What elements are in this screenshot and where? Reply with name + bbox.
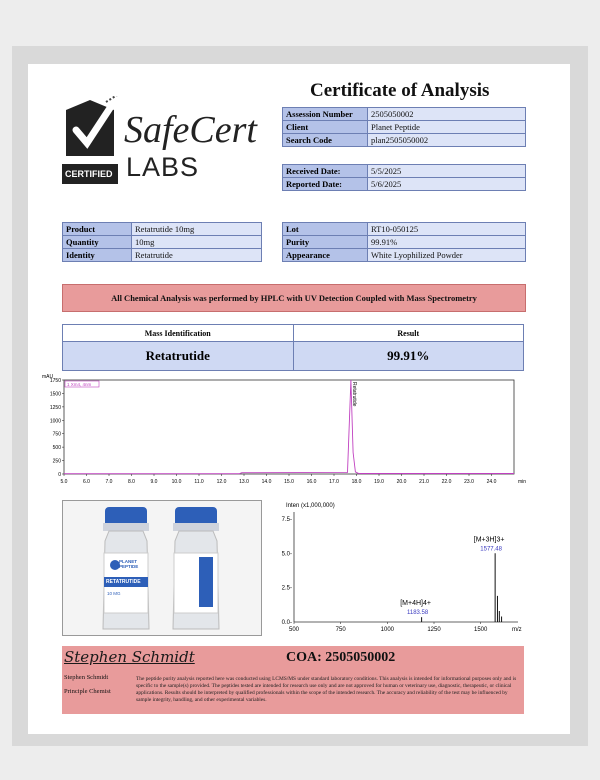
x-tick-label: 12.0: [216, 479, 227, 485]
table-row: [283, 223, 526, 236]
y-tick-label: 5.0-: [281, 551, 292, 558]
field-label: Received Date:: [283, 165, 368, 178]
x-tick-label: 500: [288, 627, 300, 633]
y-axis-label: Inten (x1,000,000): [286, 503, 335, 509]
field-label: Assession Number: [283, 108, 368, 121]
field-value: White Lyophilized Powder: [368, 249, 526, 262]
x-tick-label: 9.0: [150, 479, 158, 485]
x-axis-label: m/z: [512, 627, 522, 633]
table-row: [283, 236, 526, 249]
field-value: RT10-050125: [368, 223, 526, 236]
column-header: Result: [293, 325, 524, 342]
peak-label: Retatrutide: [350, 382, 357, 407]
y-tick-label: 2.5-: [281, 585, 292, 592]
table-row: [63, 223, 262, 236]
field-label: Client: [283, 121, 368, 134]
product-vial-photo: [62, 500, 262, 636]
chromatogram-plot: [40, 372, 530, 494]
table-row: [283, 108, 526, 121]
field-value: 99.91%: [368, 236, 526, 249]
field-label: Reported Date:: [283, 178, 368, 191]
x-tick-label: 750: [335, 627, 346, 633]
mass-spectrum: [268, 498, 530, 638]
vial-brand: PLANET PEPTIDE: [119, 559, 139, 569]
signer-name: Stephen Schmidt: [64, 674, 109, 681]
mass-identification-table: [62, 324, 524, 371]
y-tick-label: 0: [58, 472, 61, 478]
table-row: [283, 134, 526, 147]
x-tick-label: 7.0: [105, 479, 113, 485]
brand-name: SafeCert: [124, 109, 257, 151]
legend-label: 1 Xm4, 4nm: [67, 382, 92, 387]
table-row: [283, 165, 526, 178]
field-label: Purity: [283, 236, 368, 249]
identity-value: Retatrutide: [63, 342, 294, 371]
peak-value: 1183.58: [406, 610, 429, 617]
client-info-table: [282, 107, 526, 147]
x-tick-label: 6.0: [83, 479, 90, 485]
table-row: [63, 236, 262, 249]
purity-value: 99.91%: [293, 342, 524, 371]
y-tick-label: 1750: [49, 378, 61, 384]
x-tick-label: 1500: [473, 627, 488, 633]
vial-dose: 10 MG: [107, 591, 121, 596]
field-label: Lot: [283, 223, 368, 236]
peak-label: [M+3H]3+: [473, 536, 505, 544]
field-value: 10mg: [132, 236, 262, 249]
field-label: Identity: [63, 249, 132, 262]
field-value: Planet Peptide: [368, 121, 526, 134]
field-value: Retatrutide 10mg: [132, 223, 262, 236]
field-label: Appearance: [283, 249, 368, 262]
plot-frame: [64, 380, 514, 474]
table-row: [283, 121, 526, 134]
dates-table: [282, 164, 526, 191]
hplc-chromatogram: [40, 372, 530, 494]
table-header-row: [63, 325, 524, 342]
table-row: [283, 178, 526, 191]
table-row: [63, 342, 524, 371]
field-label: Search Code: [283, 134, 368, 147]
disclaimer-text: The peptide purity analysis reported here was conducted using LCMS/MS under standard laboratory conditions. This analysis is intended for informational purposes only and is specific to the sample(s) provided. The peptides tested are intended for research use only and are not approved for human or veterinary use, diagnostic, therapeutic, or clinical applications. Results should be interpreted by qualified professionals within the scope of the intended research. The accuracy and reliability of the test may be influenced by sample integrity, handling, and other experimental variables.: [136, 676, 517, 703]
x-tick-label: 16.0: [306, 479, 317, 485]
x-tick-label: 23.0: [464, 479, 474, 485]
certified-badge-label: CERTIFIED: [65, 169, 113, 179]
signature: Stephen Schmidt: [64, 648, 195, 666]
field-label: Product: [63, 223, 132, 236]
x-tick-label: 18.0: [351, 479, 362, 485]
page-title: Certificate of Analysis: [310, 80, 490, 101]
signer-role: Principle Chemist: [64, 688, 111, 695]
x-tick-label: 14.0: [261, 479, 272, 485]
x-tick-label: 22.0: [441, 479, 452, 485]
y-tick-label: 1000: [49, 418, 61, 425]
peak-value: 1577.48: [480, 546, 502, 553]
field-value: 5/6/2025: [368, 178, 526, 191]
y-tick-label: 750: [52, 431, 61, 438]
field-value: Retatrutide: [132, 249, 262, 262]
x-tick-label: 19.0: [374, 479, 384, 485]
y-tick-label: 250: [52, 458, 61, 465]
coa-number: COA: 2505050002: [286, 650, 396, 665]
x-tick-label: 15.0: [284, 479, 294, 485]
x-axis-label: min: [518, 479, 527, 485]
y-tick-label: 0.0-: [281, 620, 292, 626]
field-label: Quantity: [63, 236, 132, 249]
x-tick-label: 17.0: [329, 479, 339, 485]
peak-label: [M+4H]4+: [400, 600, 431, 608]
y-tick-label: 1500: [49, 391, 61, 398]
x-tick-label: 21.0: [419, 479, 429, 485]
lot-info-table: [282, 222, 526, 262]
method-banner: All Chemical Analysis was performed by HPLC with UV Detection Coupled with Mass Spectrometry: [62, 284, 526, 312]
x-tick-label: 11.0: [194, 479, 204, 485]
y-tick-label: 500: [52, 445, 61, 452]
x-tick-label: 24.0: [486, 479, 497, 485]
field-value: plan2505050002: [368, 134, 526, 147]
x-tick-label: 13.0: [239, 479, 249, 485]
vial-product: RETATRUTIDE: [106, 579, 141, 585]
x-tick-label: 20.0: [396, 479, 407, 485]
x-tick-label: 5.0: [60, 479, 68, 485]
table-row: [283, 249, 526, 262]
safecert-logo: [60, 96, 270, 188]
x-tick-label: 1250: [427, 627, 441, 633]
mass-spectrum-plot: [268, 498, 530, 638]
x-tick-label: 8.0: [128, 479, 135, 485]
table-row: [63, 249, 262, 262]
field-value: 2505050002: [368, 108, 526, 121]
field-value: 5/5/2025: [368, 165, 526, 178]
column-header: Mass Identification: [63, 325, 294, 342]
y-tick-label: 7.5-: [281, 516, 292, 523]
x-tick-label: 10.0: [171, 479, 182, 485]
brand-sub: LABS: [126, 152, 200, 182]
y-axis-label: mAU: [42, 374, 54, 380]
vial-image: [63, 501, 261, 635]
y-tick-label: 1250: [49, 404, 61, 411]
x-tick-label: 1000: [380, 627, 395, 633]
product-info-table: [62, 222, 262, 262]
